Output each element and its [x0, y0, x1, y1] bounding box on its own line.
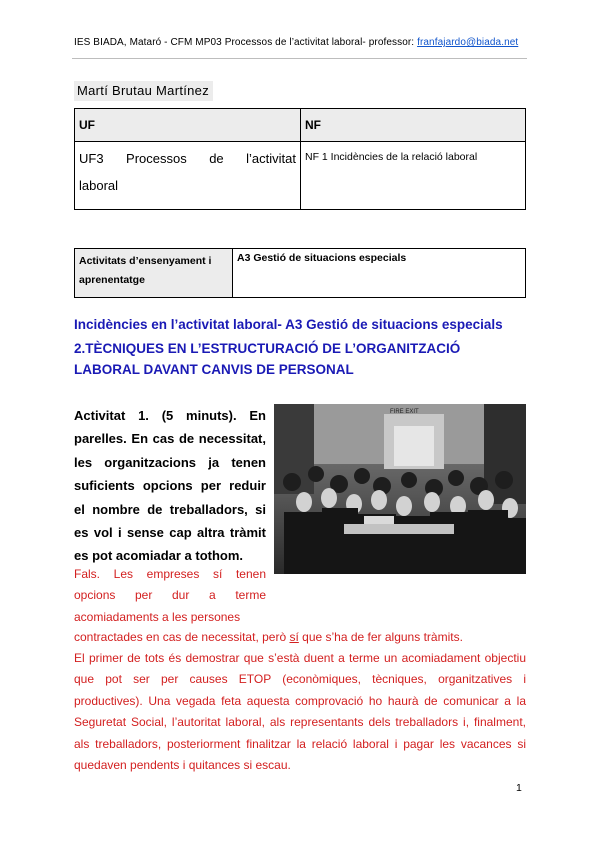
- student-name: Martí Brutau Martínez: [74, 81, 213, 101]
- answer-emphasis: sí: [289, 630, 299, 644]
- fire-exit-sign: FIRE EXIT: [390, 409, 419, 415]
- answer-part-1-continued: [74, 627, 526, 648]
- uf-table: [74, 108, 526, 210]
- activity-value: A3 Gestió de situacions especials: [233, 249, 526, 298]
- answer-part-2: El primer de tots és demostrar que s’està duent a terme un acomiadament objectiu que pot ser per causes ETOP (econòmiques, tècniques, organitzatives i productives). Una vegada feta aquesta comprovació ho haurà de comunicar a la Seguretat Social, l’autoritat laboral, als representants dels treballadors i, finalment, als treballadors, posteriorment finalitzar la relació laboral i pagar les vacances si quedaven pendents i quitances si escau.: [74, 651, 526, 773]
- activity-table: [74, 248, 526, 298]
- activity-label: Activitats d’ensenyament i aprenentatge: [75, 249, 233, 298]
- answer-part-1: Fals. Les empreses sí tenen opcions per dur a terme acomiadaments a les persones: [74, 567, 266, 624]
- page-header: [74, 37, 526, 48]
- crowd-photo-illustration: [274, 404, 526, 574]
- nf-header: NF: [301, 109, 526, 142]
- nf-value: NF 1 Incidències de la relació laboral: [301, 142, 526, 210]
- uf-value: UF3 Processos de l’activitat laboral: [75, 142, 301, 210]
- header-divider: [72, 58, 527, 59]
- historical-photo: [274, 404, 526, 574]
- activity-question: Activitat 1. (5 minuts). En parelles. En cas de necessitat, les organitzacions ja tenen suficients opcions per reduir el nombre de treballadors, si es vol i sense cap altra tràmit es pot acomiadar a tothom.: [74, 408, 266, 564]
- professor-email-link[interactable]: franfajardo@biada.net: [417, 37, 519, 48]
- answer-text-after: que s’ha de fer alguns tràmits.: [298, 630, 463, 644]
- page-number: 1: [516, 782, 522, 794]
- answer-text-before: contractades en cas de necessitat, però: [74, 630, 290, 644]
- uf-header: UF: [75, 109, 301, 142]
- header-text: IES BIADA, Mataró - CFM MP03 Processos de l’activitat laboral- professor:: [74, 37, 418, 48]
- section-subtitle: 2.TÈCNIQUES EN L’ESTRUCTURACIÓ DE L’ORGANITZACIÓ LABORAL DAVANT CANVIS DE PERSONAL: [74, 341, 461, 377]
- section-title: Incidències en l’activitat laboral- A3 Gestió de situacions especials: [74, 317, 503, 332]
